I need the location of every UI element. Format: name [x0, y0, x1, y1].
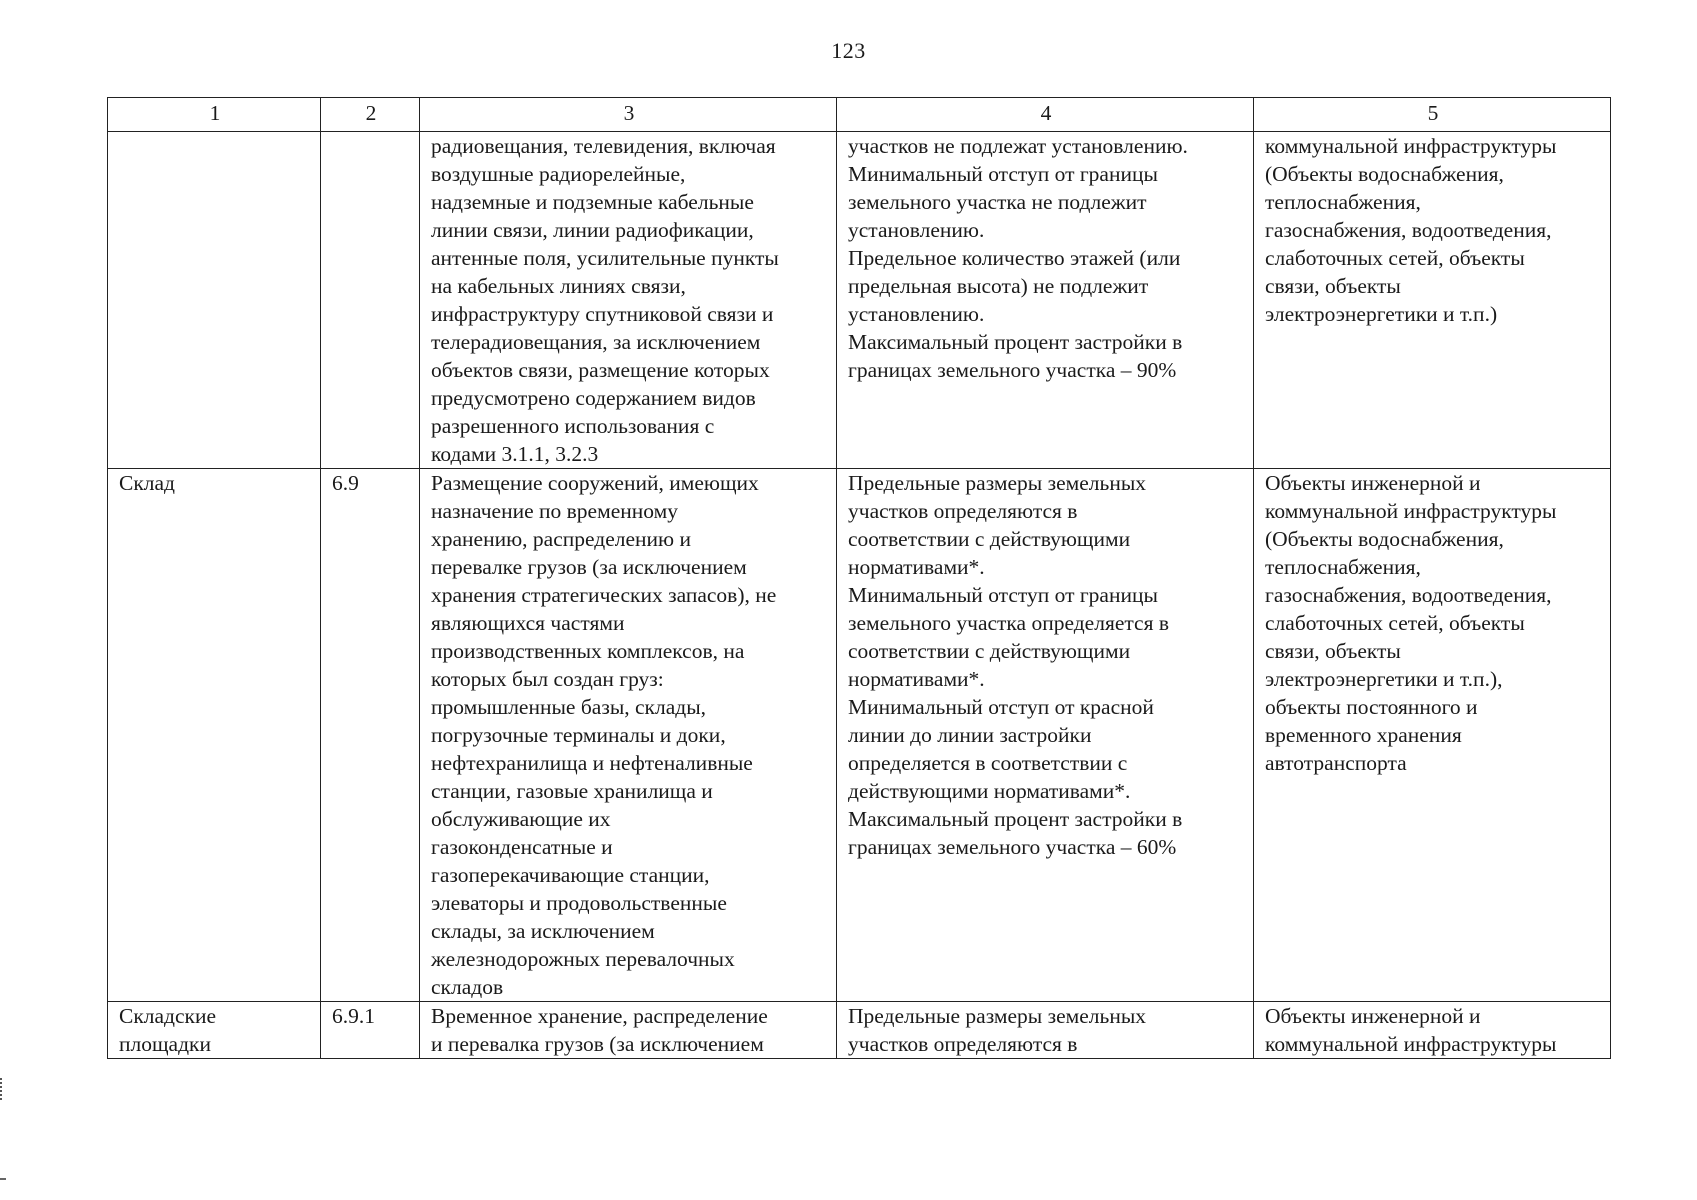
parameters-cell: [837, 1002, 1254, 1059]
column-header-5: 5: [1254, 98, 1611, 132]
code-cell: [321, 469, 420, 1002]
use-type-cell: [108, 132, 321, 469]
use-type-text: Склад: [119, 471, 175, 495]
table-row: [108, 132, 1611, 469]
use-type-cell: [108, 1002, 321, 1059]
auxiliary-uses-text: коммунальной инфраструктуры (Объекты водоснабжения, теплоснабжения, газоснабжения, водоотведения, слаботочных сетей, объекты связи, объекты электроэнергетики и т.п.): [1265, 134, 1557, 326]
parameters-cell: [837, 469, 1254, 1002]
scan-artifact: [0, 1078, 6, 1100]
description-cell: [420, 1002, 837, 1059]
scan-artifact: [0, 1178, 6, 1180]
auxiliary-uses-text: Объекты инженерной и коммунальной инфраструктуры: [1265, 1004, 1557, 1056]
description-cell: [420, 469, 837, 1002]
table-row: [108, 1002, 1611, 1059]
auxiliary-uses-cell: [1254, 1002, 1611, 1059]
page-number: 123: [831, 38, 866, 63]
use-type-cell: [108, 469, 321, 1002]
table-row: [108, 469, 1611, 1002]
parameters-text: Предельные размеры земельных участков определяются в: [848, 1004, 1147, 1056]
code-cell: [321, 1002, 420, 1059]
parameters-text: Предельные размеры земельных участков определяются в соответствии с действующими нормативами*. Минимальный отступ от границы земельного участка определяется в соответствии с действующими нормативами*. Минимальный отступ от красной линии до линии застройки определяется в соответствии с действующими нормативами*. Максимальный процент застройки в границах земельного участка – 60%: [848, 471, 1183, 859]
regulations-table: [107, 97, 1611, 1059]
use-type-text: Складские площадки: [119, 1004, 217, 1056]
auxiliary-uses-text: Объекты инженерной и коммунальной инфраструктуры (Объекты водоснабжения, теплоснабжения, газоснабжения, водоотведения, слаботочных сетей, объекты связи, объекты электроэнергетики и т.п.), объекты постоянного и временного хранения автотранспорта: [1265, 471, 1557, 775]
parameters-cell: [837, 132, 1254, 469]
auxiliary-uses-cell: [1254, 469, 1611, 1002]
description-cell: [420, 132, 837, 469]
column-header-3: 3: [420, 98, 837, 132]
code-text: 6.9: [332, 471, 359, 495]
description-text: Временное хранение, распределение и перевалка грузов (за исключением: [431, 1004, 768, 1056]
table-header-row: [108, 98, 1611, 132]
auxiliary-uses-cell: [1254, 132, 1611, 469]
code-cell: [321, 132, 420, 469]
column-header-1: 1: [108, 98, 321, 132]
description-text: радиовещания, телевидения, включая воздушные радиорелейные, надземные и подземные кабельные линии связи, линии радиофикации, антенные поля, усилительные пункты на кабельных линиях связи, инфраструктуру спутниковой связи и телерадиовещания, за исключением объектов связи, размещение которых предусмотрено содержанием видов разрешенного использования с кодами 3.1.1, 3.2.3: [431, 134, 779, 466]
column-header-2: 2: [321, 98, 420, 132]
column-header-4: 4: [837, 98, 1254, 132]
code-text: 6.9.1: [332, 1004, 375, 1028]
description-text: Размещение сооружений, имеющих назначение по временному хранению, распределению и перевалке грузов (за исключением хранения стратегических запасов), не являющихся частями производственных комплексов, на которых был создан груз: промышленные базы, склады, погрузочные терминалы и доки, нефтехранилища и нефтеналивные станции, газовые хранилища и обслуживающие их газоконденсатные и газоперекачивающие станции, элеваторы и продовольственные склады, за исключением железнодорожных перевалочных складов: [431, 471, 777, 999]
parameters-text: участков не подлежат установлению. Минимальный отступ от границы земельного участка не подлежит установлению. Предельное количество этажей (или предельная высота) не подлежит установлению. Максимальный процент застройки в границах земельного участка – 90%: [848, 134, 1188, 382]
